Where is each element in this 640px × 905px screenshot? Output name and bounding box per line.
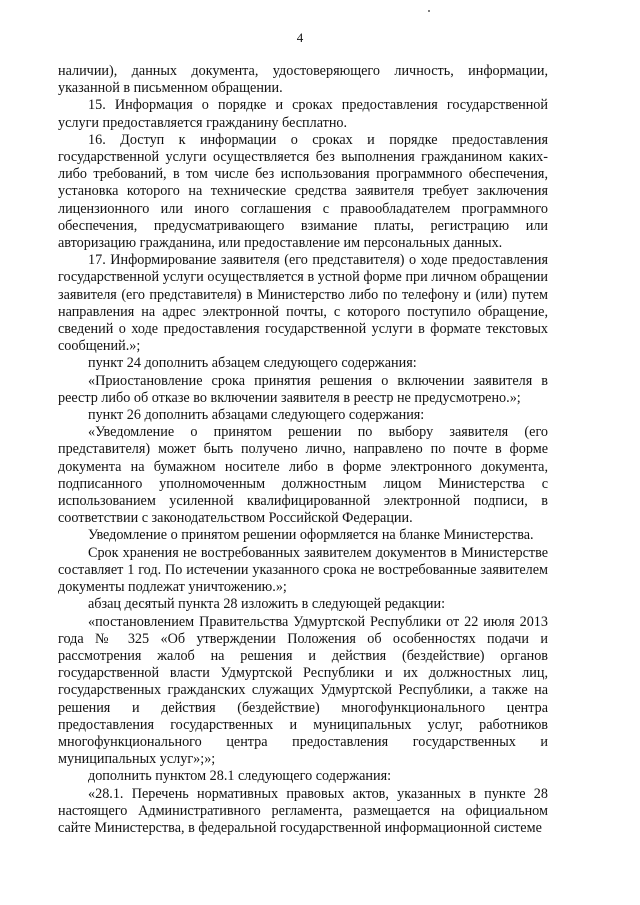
paragraph-notification-form: Уведомление о принятом решении оформляется на бланке Министерства. [88, 527, 534, 544]
paragraph-continuation: наличии), данных документа, удостоверяющего личность, информации, указанной в письменном обращении. [58, 63, 548, 97]
document-body [58, 63, 548, 837]
paragraph-quote-notification: «Уведомление о принятом решении по выбору заявителя (его представителя) может быть получено лично, направлено по почте в форме документа на бумажном носителе либо в форме электронного документа, подписанного уполномоченным должностным лицом Министерства с использованием усиленной квалифицированной электронной подписи, в соответствии с законодательством Российской Федерации. [58, 424, 548, 527]
paragraph-amend-24: пункт 24 дополнить абзацем следующего содержания: [88, 355, 417, 372]
paragraph-quote-resolution: «постановлением Правительства Удмуртской Республики от 22 июля 2013 года № 325 «Об утверждении Положения об особенностях подачи и рассмотрения жалоб на решения и действия (бездействие) органов государственной власти Удмуртской Республики и их должностных лиц, государственных гражданских служащих Удмуртской Республики, а также на решения и действия (бездействие) многофункционального центра предоставления государственных и муниципальных услуг, работников многофункционального центра предоставления государственных и муниципальных услуг»;»; [58, 613, 548, 768]
scan-speck [428, 10, 430, 12]
paragraph-amend-28-1: дополнить пунктом 28.1 следующего содержания: [88, 768, 392, 785]
paragraph-item-17: 17. Информирование заявителя (его представителя) о ходе предоставления государственной услуги осуществляется в устной форме при личном обращении заявителя (его представителя) в Министерство либо по телефону и (или) путем направления на адрес электронной почты, с которого поступило обращение, сведений о ходе предоставления государственной услуги в формате текстовых сообщений.»; [58, 252, 548, 355]
paragraph-item-15: 15. Информация о порядке и сроках предоставления государственной услуги предоставляется гражданину бесплатно. [58, 97, 548, 131]
page-number: 4 [296, 30, 304, 45]
paragraph-quote-28-1: «28.1. Перечень нормативных правовых актов, указанных в пункте 28 настоящего Административного регламента, размещается на официальном сайте Министерства, в федеральной государственной информационной системе [58, 785, 548, 836]
paragraph-storage-period: Срок хранения не востребованных заявителем документов в Министерстве составляет 1 год. По истечении указанного срока не востребованные заявителем документы подлежат уничтожению.»; [58, 544, 548, 596]
paragraph-amend-26: пункт 26 дополнить абзацами следующего содержания: [88, 407, 425, 424]
paragraph-amend-28: абзац десятый пункта 28 изложить в следующей редакции: [88, 596, 446, 613]
paragraph-item-16: 16. Доступ к информации о сроках и порядке предоставления государственной услуги осуществляется без выполнения гражданином каких-либо требований, в том числе без использования программного обеспечения, установка которого на технические средства заявителя требует заключения лицензионного или иного соглашения с правообладателем программного обеспечения, предусматривающего взимание платы, регистрацию или авторизацию гражданина, или предоставление им персональных данных. [58, 131, 548, 252]
paragraph-quote-suspension: «Приостановление срока принятия решения о включении заявителя в реестр либо об отказе во включении заявителя в реестр не предусмотрено.»; [58, 372, 548, 406]
